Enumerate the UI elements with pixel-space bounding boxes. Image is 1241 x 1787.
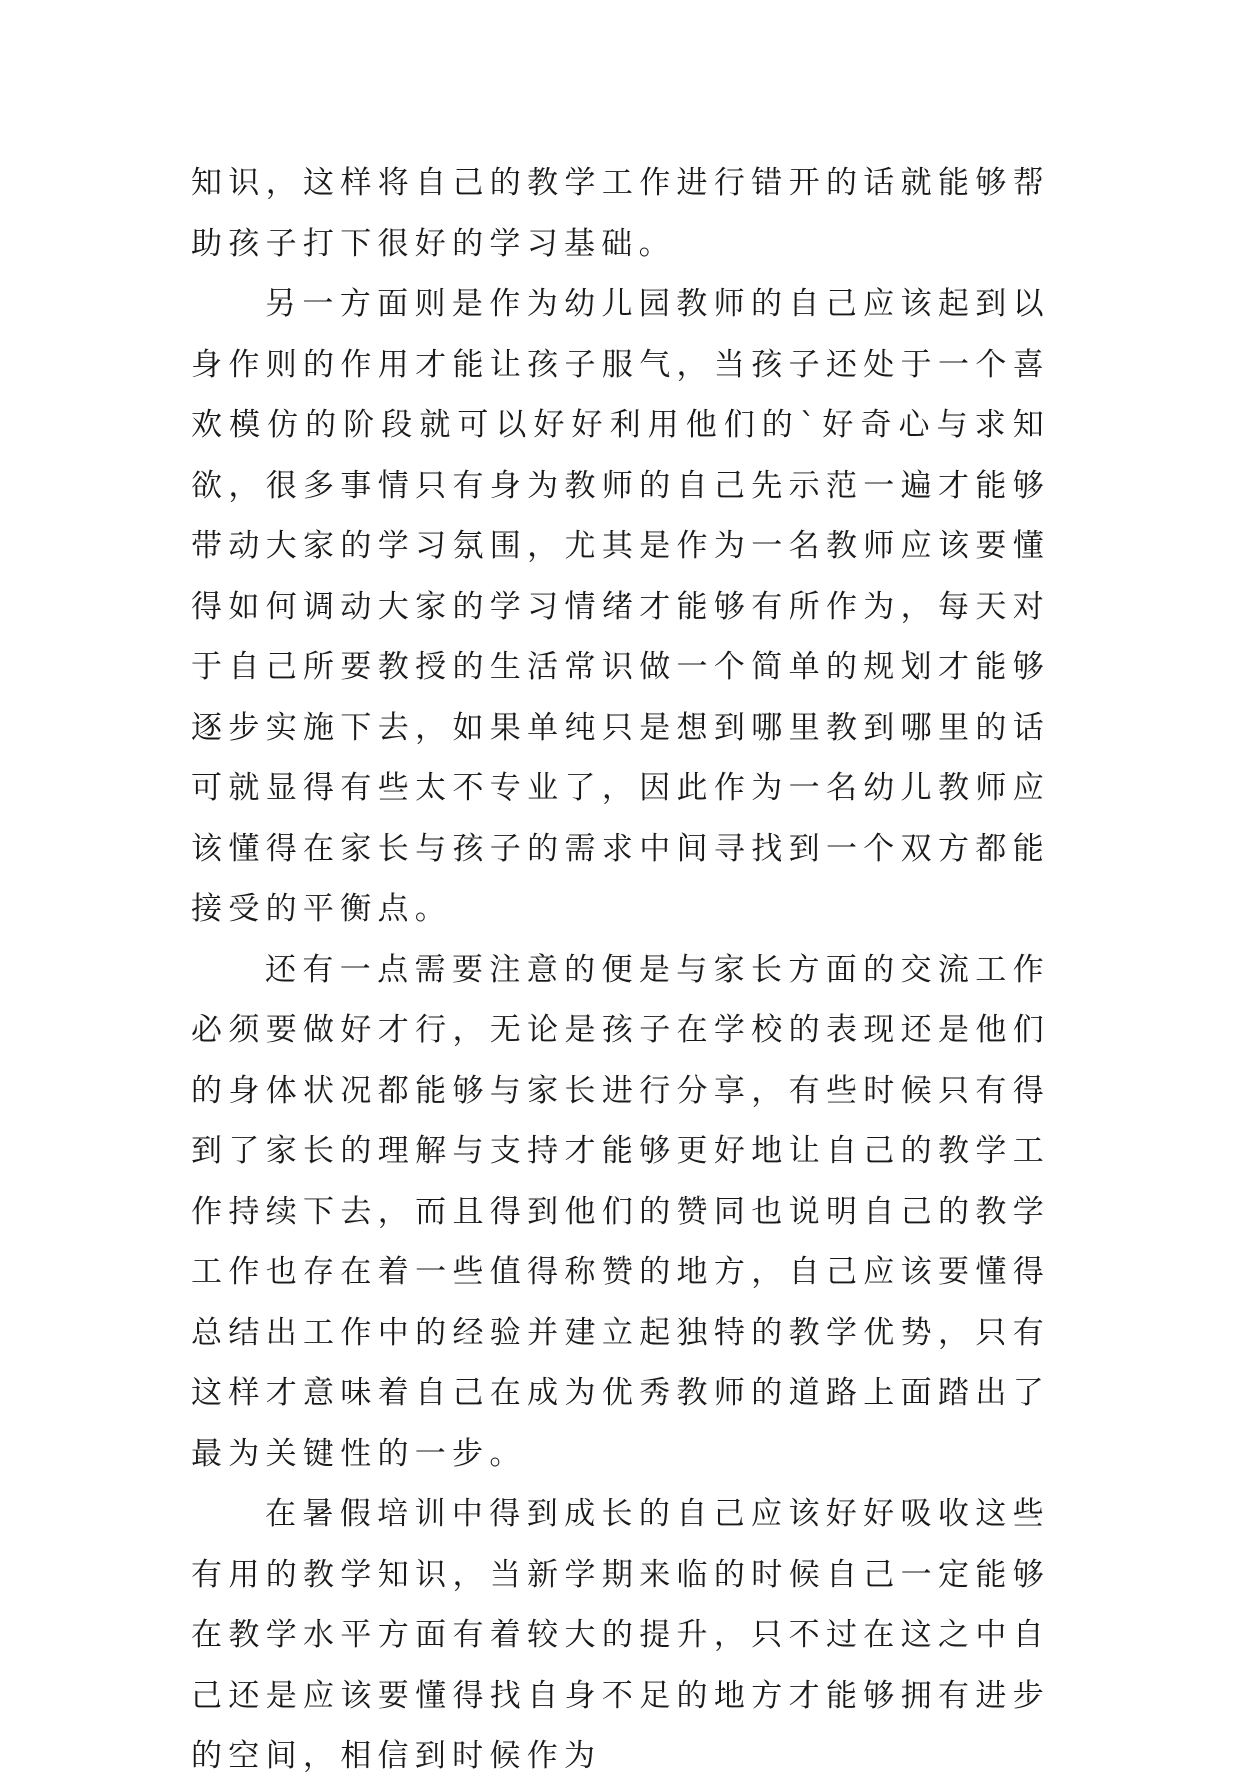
paragraph-continuation: 知识，这样将自己的教学工作进行错开的话就能够帮助孩子打下很好的学习基础。 — [191, 165, 1050, 262]
paragraph-role-model: 另一方面则是作为幼儿园教师的自己应该起到以身作则的作用才能让孩子服气，当孩子还处于一个喜欢模仿的阶段就可以好好利用他们的`好奇心与求知欲，很多事情只有身为教师的自己先示范一遍才能够带动大家的学习氛围，尤其是作为一名教师应该要懂得如何调动大家的学习情绪才能够有所作为，每天对于自己所要教授的生活常识做一个简单的规划才能够逐步实施下去，如果单纯只是想到哪里教到哪里的话可就显得有些太不专业了，因此作为一名幼儿教师应该懂得在家长与孩子的需求中间寻找到一个双方都能接受的平衡点。 — [191, 286, 1050, 927]
paragraph-parent-communication: 还有一点需要注意的便是与家长方面的交流工作必须要做好才行，无论是孩子在学校的表现还是他们的身体状况都能够与家长进行分享，有些时候只有得到了家长的理解与支持才能够更好地让自己的教学工作持续下去，而且得到他们的赞同也说明自己的教学工作也存在着一些值得称赞的地方，自己应该要懂得总结出工作中的经验并建立起独特的教学优势，只有这样才意味着自己在成为优秀教师的道路上面踏出了最为关键性的一步。 — [191, 951, 1050, 1472]
paragraph-summer-training: 在暑假培训中得到成长的自己应该好好吸收这些有用的教学知识，当新学期来临的时候自己一定能够在教学水平方面有着较大的提升，只不过在这之中自己还是应该要懂得找自身不足的地方才能够拥有进步的空间，相信到时候作为 — [191, 1496, 1050, 1774]
document-body — [191, 153, 1050, 1787]
